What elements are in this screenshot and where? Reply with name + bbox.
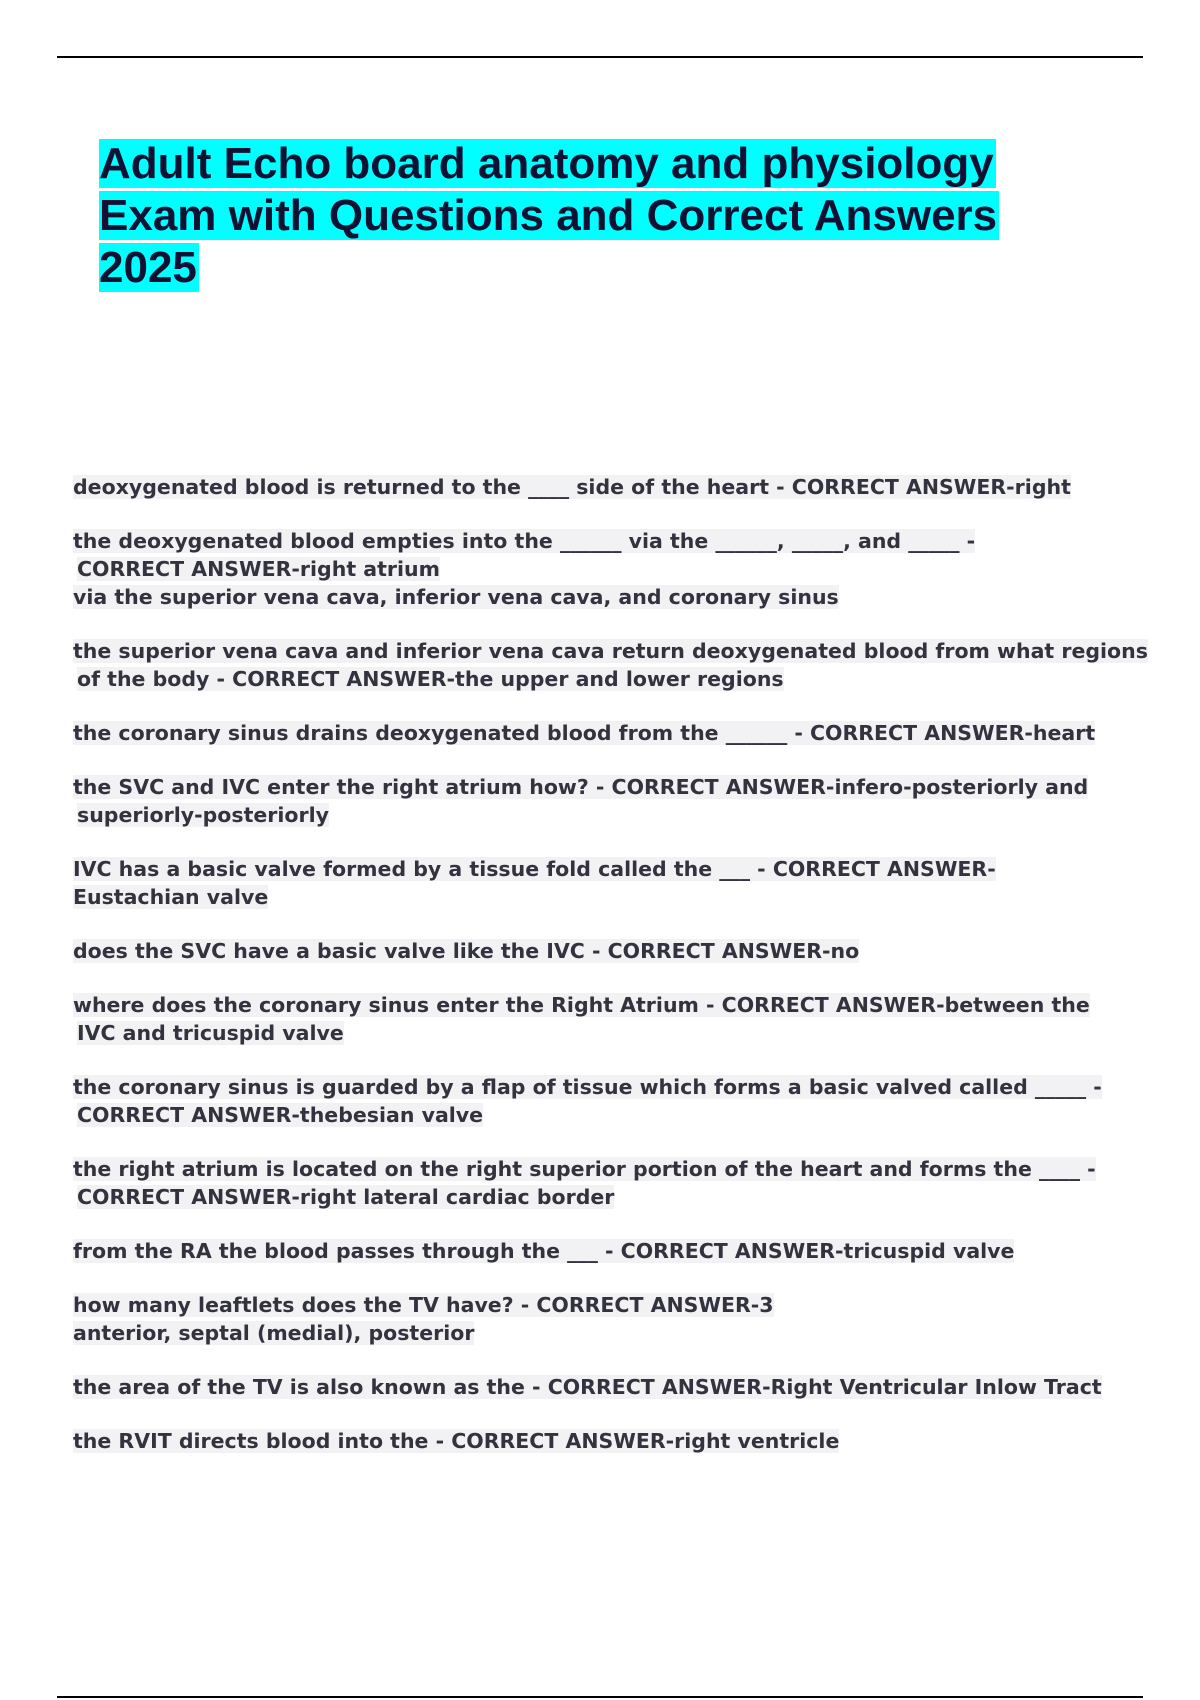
qa-line: where does the coronary sinus enter the Right Atrium - CORRECT ANSWER-between the [73, 993, 1090, 1017]
qa-item [73, 473, 1163, 501]
qa-line: the coronary sinus drains deoxygenated blood from the ______ - CORRECT ANSWER-heart [73, 721, 1096, 745]
qa-line: the right atrium is located on the right superior portion of the heart and forms the ____ - [73, 1157, 1096, 1181]
qa-item [73, 527, 1163, 611]
qa-line: of the body - CORRECT ANSWER-the upper and lower regions [77, 667, 784, 691]
qa-line: CORRECT ANSWER-right lateral cardiac border [77, 1185, 615, 1209]
qa-line: Eustachian valve [73, 885, 269, 909]
qa-item [73, 937, 1163, 965]
qa-item [73, 1237, 1163, 1265]
qa-item [73, 1291, 1163, 1347]
qa-item [73, 637, 1163, 693]
qa-line: how many leaftlets does the TV have? - CORRECT ANSWER-3 [73, 1293, 774, 1317]
qa-line: CORRECT ANSWER-thebesian valve [77, 1103, 484, 1127]
qa-line: the area of the TV is also known as the - CORRECT ANSWER-Right Ventricular Inlow Tract [73, 1375, 1102, 1399]
header-rule [57, 56, 1143, 58]
qa-line: superiorly-posteriorly [77, 803, 329, 827]
qa-item [73, 855, 1163, 911]
footer-rule [57, 1696, 1143, 1698]
title-line: Adult Echo board anatomy and physiology [99, 139, 994, 188]
qa-line: IVC has a basic valve formed by a tissue fold called the ___ - CORRECT ANSWER- [73, 857, 996, 881]
qa-line: the deoxygenated blood empties into the ______ via the ______, _____, and _____ - [73, 529, 976, 553]
qa-line: via the superior vena cava, inferior vena cava, and coronary sinus [73, 585, 839, 609]
qa-line: does the SVC have a basic valve like the IVC - CORRECT ANSWER-no [73, 939, 860, 963]
qa-line: anterior, septal (medial), posterior [73, 1321, 475, 1345]
qa-line: CORRECT ANSWER-right atrium [77, 557, 440, 581]
qa-line: IVC and tricuspid valve [77, 1021, 344, 1045]
qa-item [73, 1373, 1163, 1401]
qa-line: deoxygenated blood is returned to the ____ side of the heart - CORRECT ANSWER-right [73, 475, 1071, 499]
qa-item [73, 1427, 1163, 1455]
qa-item [73, 1155, 1163, 1211]
qa-line: the SVC and IVC enter the right atrium how? - CORRECT ANSWER-infero-posteriorly and [73, 775, 1089, 799]
title-line: Exam with Questions and Correct Answers [99, 191, 998, 240]
qa-line: from the RA the blood passes through the ___ - CORRECT ANSWER-tricuspid valve [73, 1239, 1015, 1263]
qa-line: the RVIT directs blood into the - CORRECT ANSWER-right ventricle [73, 1429, 840, 1453]
qa-line: the coronary sinus is guarded by a flap of tissue which forms a basic valved called _____ - [73, 1075, 1102, 1099]
document-title [99, 138, 1059, 294]
qa-item [73, 773, 1163, 829]
qa-line: the superior vena cava and inferior vena cava return deoxygenated blood from what regions [73, 639, 1148, 663]
qa-item [73, 719, 1163, 747]
qa-item [73, 1073, 1163, 1129]
title-line: 2025 [99, 243, 197, 292]
qa-item [73, 991, 1163, 1047]
qa-list [73, 473, 1163, 1481]
